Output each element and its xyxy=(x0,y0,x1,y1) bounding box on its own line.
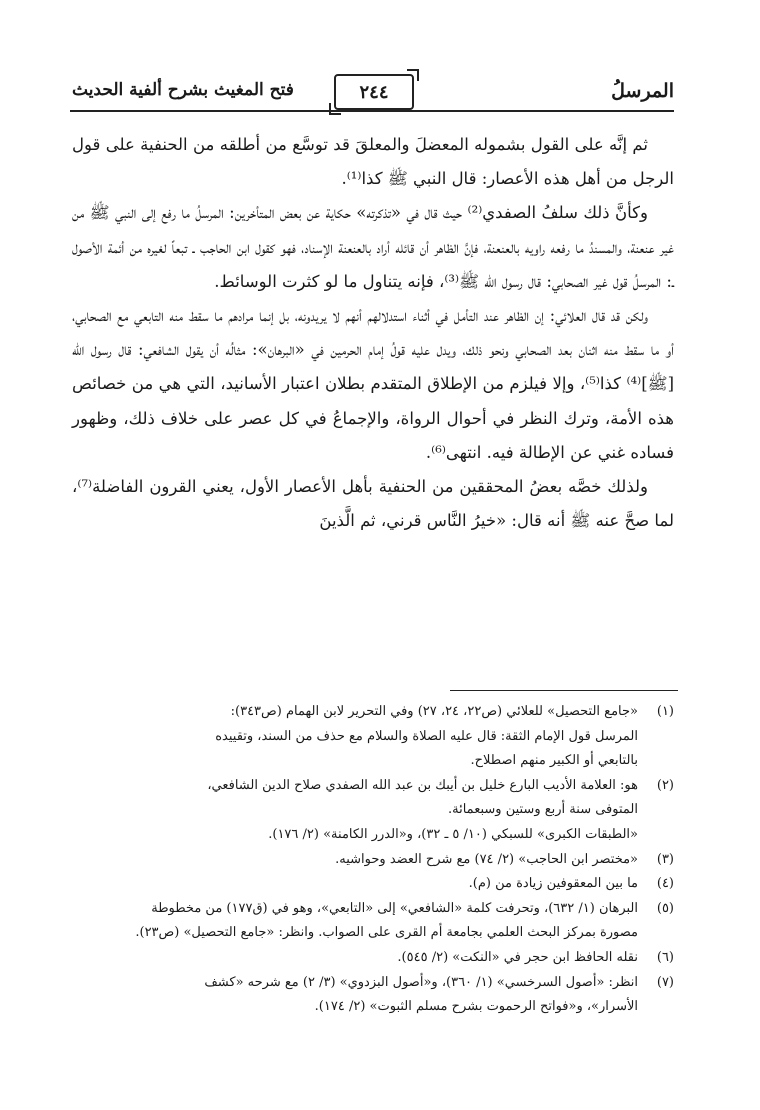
footnote-line: المرسل قول الإمام الثقة: قال عليه الصلاة والسلام مع حذف من السند، وتقييده xyxy=(215,728,638,744)
footnote-line: نقله الحافظ ابن حجر في «النكت» (٢/ ٥٤٥). xyxy=(397,949,638,965)
footnote xyxy=(72,897,674,946)
page-number: ٢٤٤ xyxy=(334,74,414,110)
paragraph-3: ولكن قد قال العلائي: إن الظاهر عند التأمل في أثناء استدلالهم أنهم لا يريدونه، بل إنما مرادهم ما سقط منه التابعي مع الصحابي، أو ما سقط منه اثنان بعد الصحابي ونحو ذلك، ويدل عليه قولُ إمام الحرمين في «البرهان»: مثالُه أن يقول الشافعي: قال رسول الله [ﷺ]⁽⁴⁾ كذا⁽⁵⁾، وإلا فيلزم من الإطلاق المتقدم بطلان اعتبار الأسانيد، التي هي من خصائص هذه الأمة، وترك النظر في أحوال الرواة، والإجماعُ في كل عصر على خلاف ذلك، وظهور فساده غني عن الإطالة فيه. انتهى⁽⁶⁾. xyxy=(72,306,674,462)
footnote-number: (٤) xyxy=(656,876,674,892)
footnote-number: (٧) xyxy=(656,974,674,990)
footnote-line: «جامع التحصيل» للعلائي (ص٢٢، ٢٤، ٢٧) وفي التحرير لابن الهمام (ص٣٤٣): xyxy=(230,704,638,719)
footnote-line: هو: العلامة الأديب البارع خليل بن أيبك بن عبد الله الصفدي صلاح الدين الشافعي، xyxy=(207,777,638,793)
footnote-line: ما بين المعقوفين زيادة من (م). xyxy=(468,876,638,892)
footnote-number: (٢) xyxy=(656,777,674,793)
footnote-line: الأسرار»، و«فواتح الرحموت بشرح مسلم الثبوت» (٢/ ١٧٤). xyxy=(314,999,638,1015)
footnote-line: مصورة بمركز البحث العلمي بجامعة أم القرى على الصواب. وانظر: «جامع التحصيل» (ص٢٣). xyxy=(135,925,638,941)
paragraph-4: ولذلك خصَّه بعضُ المحققين من الحنفية بأهل الأعصار الأول، يعني القرون الفاضلة⁽⁷⁾، لما صحَّ عنه ﷺ أنه قال: «خيرُ النَّاس قرني، ثم الَّذينَ xyxy=(72,477,674,531)
footnote xyxy=(72,700,674,774)
page-header xyxy=(70,72,674,112)
footnote xyxy=(72,872,674,897)
footnote-line: انظر: «أصول السرخسي» (١/ ٣٦٠)، و«أصول البزدوي» (٣/ ٢) مع شرحه «كشف xyxy=(204,974,638,990)
header-divider xyxy=(70,110,674,112)
footnote-line: «الطبقات الكبرى» للسبكي (١٠/ ٥ ـ ٣٢)، و«الدرر الكامنة» (٢/ ١٧٦). xyxy=(268,826,638,842)
footnotes xyxy=(72,700,674,1020)
footnote-line: بالتابعي أو الكبير منهم اصطلاح. xyxy=(470,753,638,769)
footnote-line: البرهان (١/ ٦٣٢)، وتحرفت كلمة «الشافعي» إلى «التابعي»، وهو في (ق١٧٧) من مخطوطة xyxy=(151,900,638,916)
footnote xyxy=(72,774,674,848)
footnote-number: (٦) xyxy=(656,949,674,965)
footnote-line: المتوفى سنة أربع وستين وسبعمائة. xyxy=(448,802,638,818)
footnote-number: (١) xyxy=(656,704,674,719)
footnote-number: (٣) xyxy=(656,851,674,867)
footnote xyxy=(72,946,674,971)
book-title: فتح المغيث بشرح ألفية الحديث xyxy=(72,80,294,100)
chapter-title: المرسلُ xyxy=(611,80,674,102)
footnote xyxy=(72,848,674,873)
paragraph-1: ثم إنَّه على القول بشموله المعضلَ والمعلقَ قد توسَّع من أطلقه من الحنفية على قول الرجل من أهل هذه الأعصار: قال النبي ﷺ كذا⁽¹⁾. xyxy=(72,135,674,189)
footnote-line: «مختصر ابن الحاجب» (٢/ ٧٤) مع شرح العضد وحواشيه. xyxy=(335,851,638,867)
footnote xyxy=(72,971,674,1020)
main-text xyxy=(72,128,674,538)
footnote-divider xyxy=(450,690,678,691)
footnote-number: (٥) xyxy=(656,900,674,916)
paragraph-2: وكأنَّ ذلك سلفُ الصفدي⁽²⁾ حيث قال في «تذكرته» حكاية عن بعض المتأخرين: المرسلُ ما رفع إلى النبي ﷺ من غير عنعنة، والمسندُ ما رفعه راويه بالعنعنة، فإنَّ الظاهر أن قائله أراد بالعنعنة الإسناد، فهو كقول ابن الحاجب ـ تبعاً لغيره من أئمة الأصول ـ: المرسلُ قول غير الصحابي: قال رسول الله ﷺ⁽³⁾، فإنه يتناول ما لو كثرت الوسائط. xyxy=(72,203,674,291)
